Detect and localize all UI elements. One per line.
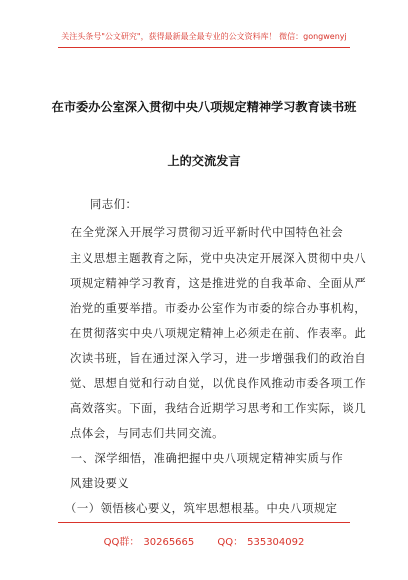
section-heading: 风建设要义 (70, 477, 130, 490)
body-line: 在贯彻落实中央八项规定精神上必须走在前、作表率。此 (70, 327, 367, 340)
document-title-line-1: 在市委办公室深入贯彻中央八项规定精神学习教育读书班 (51, 100, 357, 114)
section-heading: 一、深学细悟，准确把握中央八项规定精神实质与作 (47, 452, 344, 465)
footer-divider (58, 522, 350, 523)
qq-group-label: QQ群： (103, 537, 140, 548)
footer-banner (0, 533, 408, 548)
body-line: 高效落实。下面，我结合近期学习思考和工作实际，谈几 (70, 402, 367, 415)
body-line: 次读书班，旨在通过深入学习，进一步增强我们的政治自 (70, 352, 367, 365)
header-divider (58, 47, 350, 48)
qq-number: 535304092 (247, 537, 305, 548)
body-line: 主义思想主题教育之际，党中央决定开展深入贯彻中央八 (70, 252, 367, 265)
salutation: 同志们： (90, 198, 138, 211)
body-line: 觉、思想自觉和行动自觉，以优良作风推动市委各项工作 (70, 377, 367, 390)
body-line: 治党的重要举措。市委办公室作为市委的综合办事机构， (70, 302, 367, 315)
qq-label: QQ： (217, 537, 244, 548)
body-line: 点体会，与同志们共同交流。 (70, 427, 225, 440)
header-banner: 关注头条号"公文研究"，获得最新最全最专业的公文资料库！ 微信：gongwenyj (61, 32, 347, 41)
body-line: 在全党深入开展学习贯彻习近平新时代中国特色社会 (47, 226, 344, 239)
qq-group-number: 30265665 (143, 537, 195, 548)
body-line: 项规定精神学习教育，这是推进党的自我革命、全面从严 (70, 277, 367, 290)
document-title-line-2: 上的交流发言 (167, 154, 241, 168)
body-line: （一）领悟核心要义，筑牢思想根基。中央八项规定 (47, 502, 338, 515)
